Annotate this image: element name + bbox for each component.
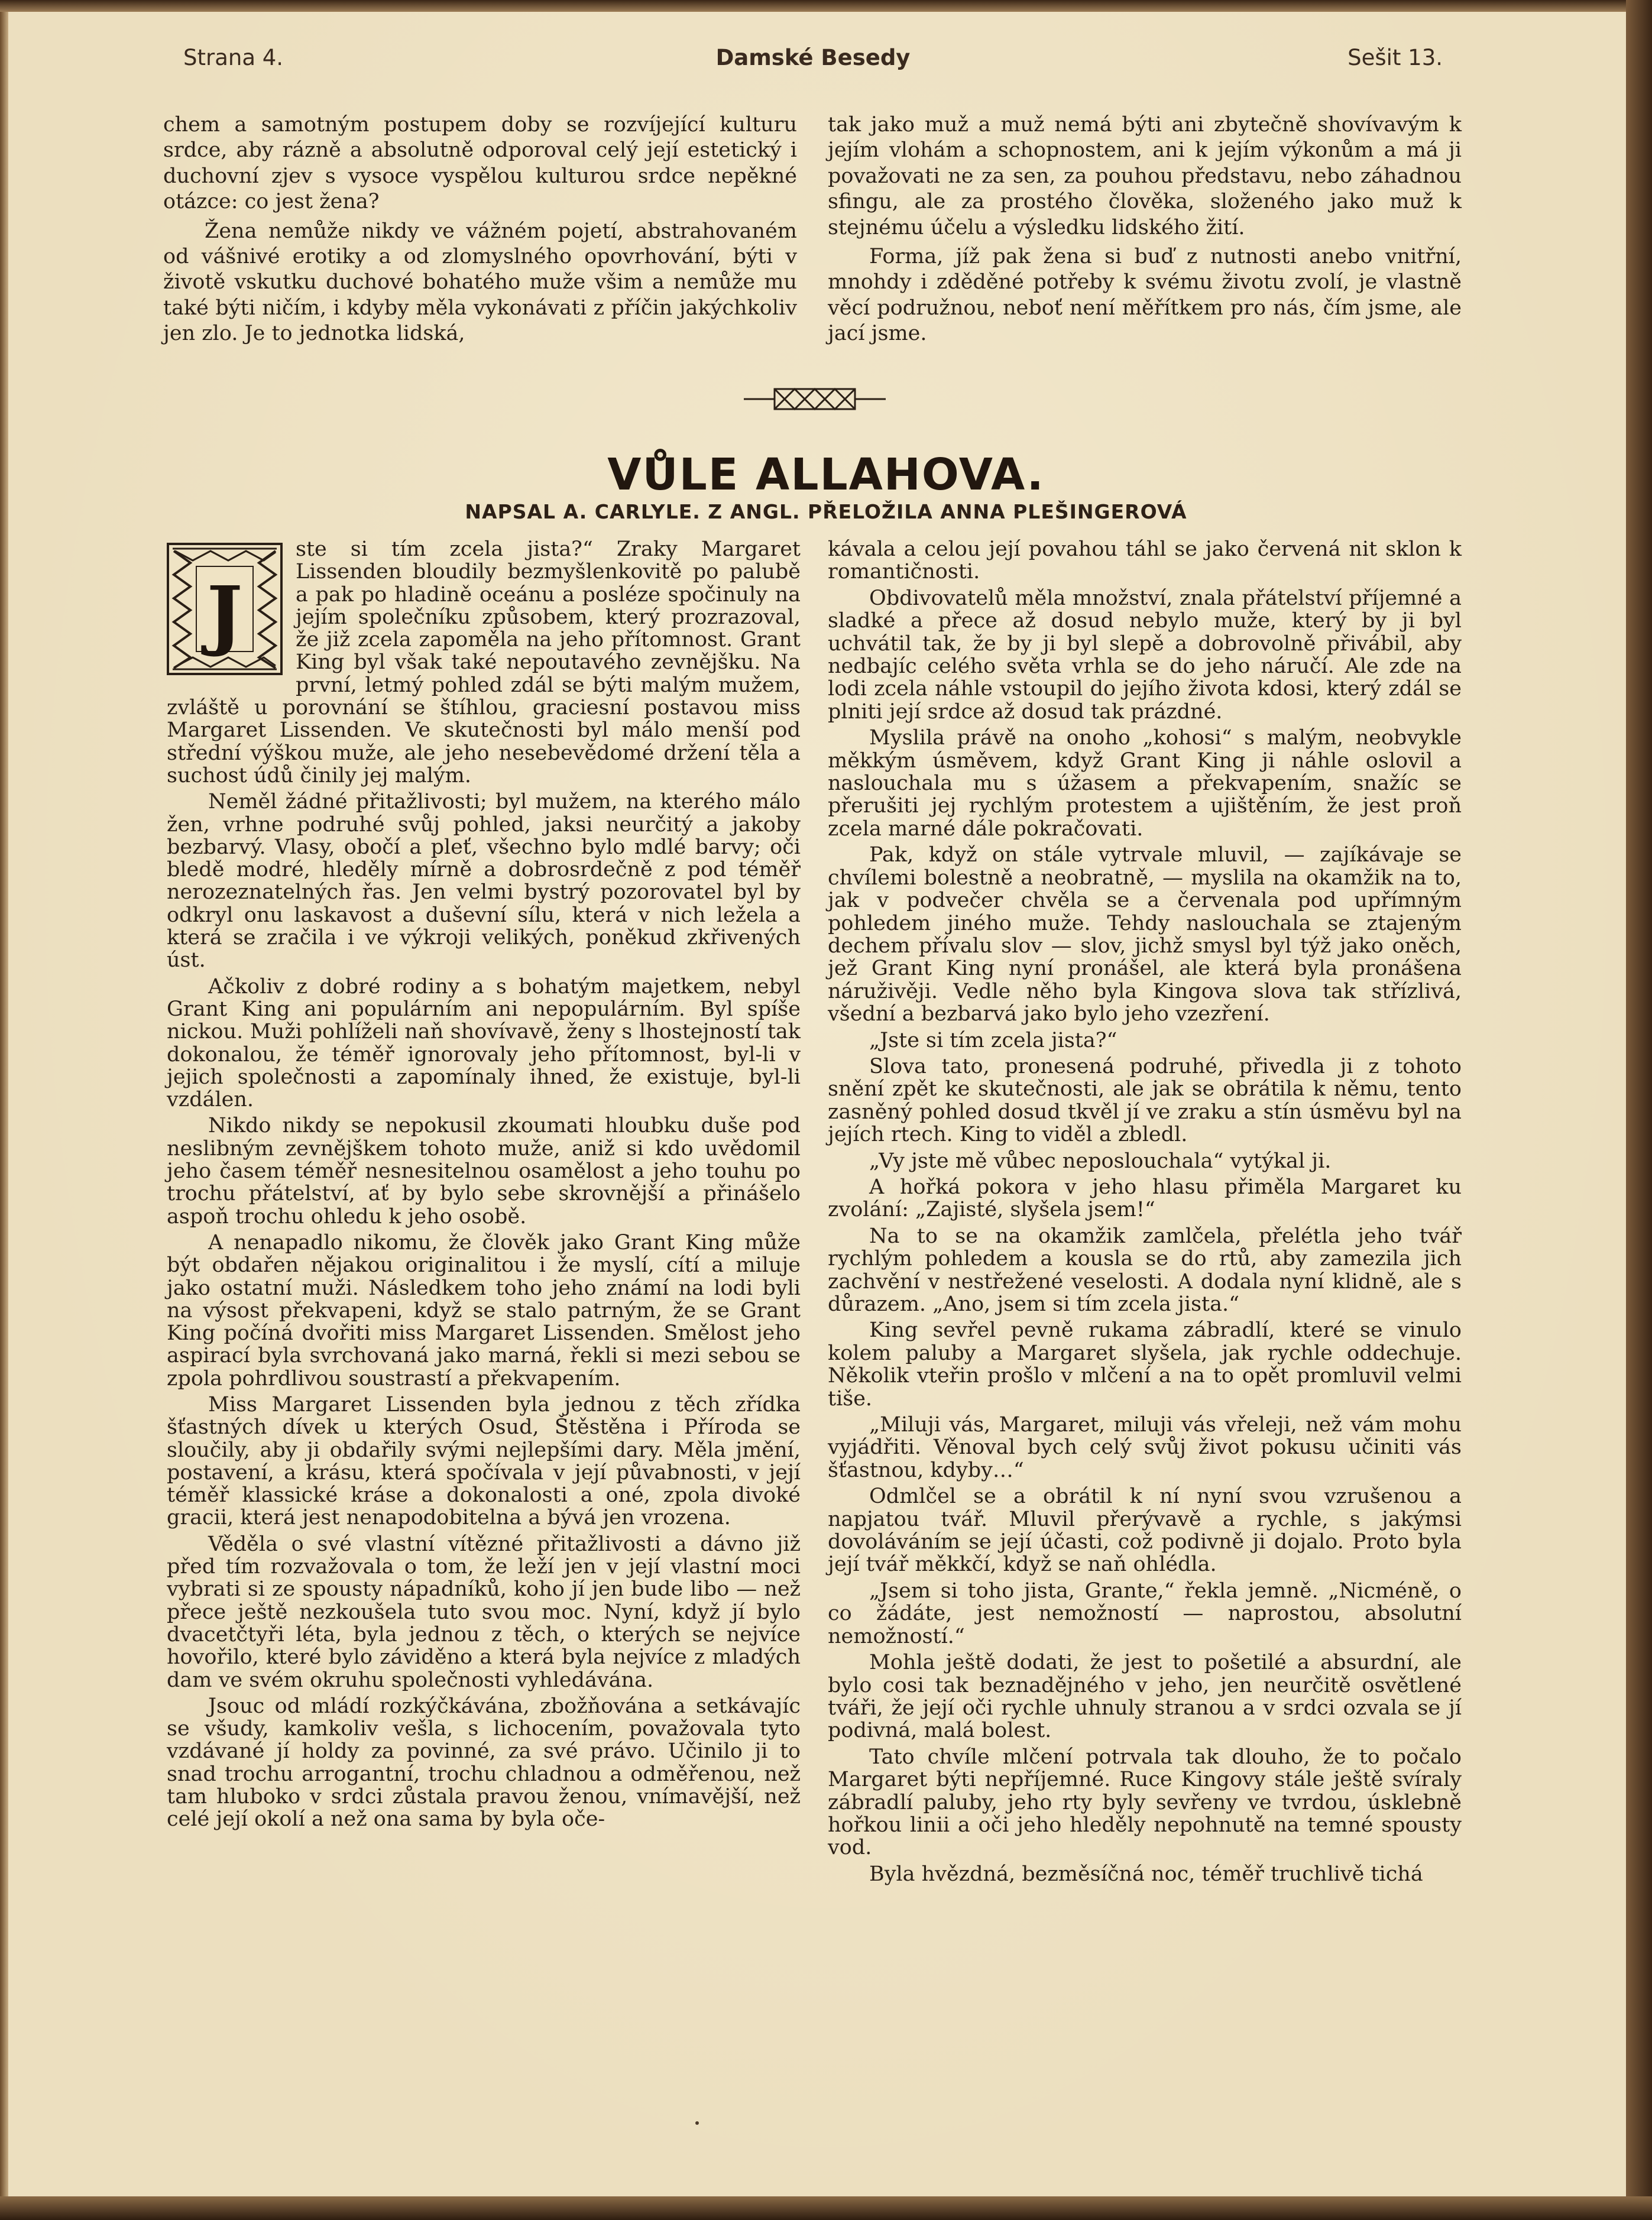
paragraph: „Jsem si toho jista, Grante,“ řekla jemně. „Nicméně, o co žádáte, jest nemožností — naprostou, absolutní nemožností.“ <box>828 1579 1462 1648</box>
paragraph: Tato chvíle mlčení potrvala tak dlouho, že to počalo Margaret býti nepříjemné. Ruce Kingovy stále ještě svíraly zábradlí paluby, jeho rty byly sevřeny ve tvrdou, úsklebně hořkou linii a oči jeho hleděly nepohnutě na temné spousty vod. <box>828 1745 1462 1860</box>
paragraph: Věděla o své vlastní vítězné přitažlivosti a dávno již před tím rozvažovala o tom, že leží jen v její vlastní moci vybrati si ze spousty nápadníků, koho jí jen bude libo — než přece ještě nezkoušela tuto svou moc. Nyní, když jí bylo dvacetčtyři léta, byla jednou z těch, o kterých se nejvíce hovořilo, které bylo záviděno a která byla nejvíce z mladých dam ve svém okruhu společnosti vyhledávána. <box>167 1532 801 1692</box>
article-title: VŮLE ALLAHOVA. <box>607 449 1045 500</box>
magazine-title: Damské Besedy <box>715 45 911 70</box>
section-divider-ornament <box>744 384 886 414</box>
article-left-column <box>167 538 801 1835</box>
paragraph: A hořká pokora v jeho hlasu přiměla Margaret ku zvolání: „Zajisté, slyšela jsem!“ <box>828 1175 1462 1222</box>
previous-article-right-column <box>828 112 1462 351</box>
paragraph: Žena nemůže nikdy ve vážném pojetí, abstrahovaném od vášnivé erotiky a od zlomyslného opovrhování, býti v životě vskutku duchové bohatého muže všim a nemůže mu také býti ničím, i kdyby měla vykonávati z příčin jakýchkoliv jen zlo. Je to jednotka lidská, <box>163 219 797 346</box>
page-number: Strana 4. <box>183 45 284 70</box>
paragraph: Obdivovatelů měla množství, znala přátelství příjemné a sladké a přece až dosud nebylo muže, který by ji byl uchvátil tak, že by ji byl slepě a dobrovolně přivábil, aby nedbajíc celého světa vrhla se do jeho náručí. Ale zde na lodi zcela náhle vstoupil do jejího života kdosi, který zdál se plniti její srdce až dosud tak prázdné. <box>828 586 1462 724</box>
first-paragraph <box>167 538 801 787</box>
paragraph: Miss Margaret Lissenden byla jednou z těch zřídka šťastných dívek u kterých Osud, Štěstěna i Příroda se sloučily, aby ji obdařily svými nejlepšími dary. Měla jmění, postavení, a krásu, která spočívala v její půvabnosti, v její téměř klassické kráse a dokonalosti a oné, zpola divoké gracii, která jest nenapodobitelna a bývá jen vrozena. <box>167 1392 801 1530</box>
drop-cap-ornament <box>167 543 283 675</box>
page-edge-right <box>1626 0 1652 2220</box>
paragraph: kávala a celou její povahou táhl se jako červená nit sklon k romantičnosti. <box>828 537 1462 584</box>
paragraph: Nikdo nikdy se nepokusil zkoumati hloubku duše pod neslibným zevnějškem tohoto muže, aniž si kdo uvědomil jeho časem téměř nesnesitelnou osamělost a jeho touhu po trochu přátelství, ať by bylo sebe skrovnější a přinášelo aspoň trochu ohledu k jeho osobě. <box>167 1114 801 1229</box>
paragraph: Byla hvězdná, bezměsíčná noc, téměř truchlivě tichá <box>869 1862 1423 1886</box>
paragraph: King sevřel pevně rukama zábradlí, které se vinulo kolem paluby a Margaret slyšela, jak rychle oddechuje. Několik vteřin prošlo v mlčení a na to opět promluvil velmi tiše. <box>828 1318 1462 1411</box>
previous-article-left-column <box>163 112 797 351</box>
paragraph: Ačkoliv z dobré rodiny a s bohatým majetkem, nebyl Grant King ani populárním ani nepopulárním. Byl spíše nickou. Muži pohlíželi naň shovívavě, ženy s lhostejností tak dokonalou, že téměř ignorovaly jeho přítomnost, byl-li v jejich společnosti a zapomínaly ihned, že existuje, byl-li vzdálen. <box>167 974 801 1112</box>
drop-cap-letter: J <box>206 571 243 659</box>
paragraph: Jsouc od mládí rozkýčkávána, zbožňována a setkávajíc se všudy, kamkoliv vešla, s lichocením, považovala tyto vzdávané jí holdy za povinné, za své právo. Učinilo ji to snad trochu arrogantní, trochu chladnou a odměřenou, než tam hluboko v srdci zůstala pravou ženou, vnímavější, než celé její okolí a než ona sama by byla oče- <box>167 1694 801 1832</box>
print-speck <box>695 2121 699 2125</box>
paragraph: Odmlčel se a obrátil k ní nyní svou vzrušenou a napjatou tvář. Mluvil přerývavě a rychle, s jakýmsi dovoláváním se její účasti, což podivně ji dojalo. Proto byla její tvář měkkčí, když se naň ohlédla. <box>828 1485 1462 1577</box>
paragraph: Forma, jíž pak žena si buď z nutnosti anebo vnitřní, mnohdy i zděděné potřeby k svému životu zvolí, je vlastně věcí podružnou, neboť není měřítkem pro nás, čím jsme, ale jací jsme. <box>828 245 1462 346</box>
paragraph: Myslila právě na onoho „kohosi“ s malým, neobvykle měkkým úsměvem, když Grant King ji náhle oslovil a naslouchala mu s úžasem a překvapením, snažíc se přerušiti jej rychlým protestem a ujištěním, že jest proň zcela marné dále pokračovati. <box>828 726 1462 841</box>
article-right-column <box>828 538 1462 1889</box>
running-header <box>183 45 1443 80</box>
page-edge-left <box>0 0 8 2220</box>
paragraph: Na to se na okamžik zamlčela, přelétla jeho tvář rychlým pohledem a kousla se do rtů, aby zamezila jich zachvění v nestřežené veselosti. A dodala nyní klidně, ale s důrazem. „Ano, jsem si tím zcela jista.“ <box>828 1224 1462 1316</box>
first-paragraph-text: ste si tím zcela jista?“ Zraky Margaret Lissenden bloudily bezmyšlenkovitě po palubě a pak po hladině oceánu a posléze spočinuly na jejím společníku způsobem, který prozrazoval, že již zcela zapoměla na jeho přítomnost. Grant King byl však také nepoutavého zevnějšku. Na první, letmý pohled zdál se býti malým mužem, zvláště u porovnání se štíhlou, graciesní postavou miss Margaret Lissenden. Ve skutečnosti byl málo menší pod střední výškou muže, ale jeho nesebevědomé držení těla a suchost údů činily jej malým. <box>167 537 801 787</box>
page-edge-bottom <box>0 2196 1652 2220</box>
paragraph: A nenapadlo nikomu, že člověk jako Grant King může být obdařen nějakou originalitou i že myslí, cítí a miluje jako ostatní muži. Následkem toho jeho známí na lodi byli na výsost překvapeni, když se stalo patrným, že se Grant King počíná dvořiti miss Margaret Lissenden. Smělost jeho aspirací byla svrchovaná jako marná, řekli si mezi sebou se zpola pohrdlivou soustrastí a překvapením. <box>167 1230 801 1391</box>
paragraph: Neměl žádné přitažlivosti; byl mužem, na kterého málo žen, vrhne podruhé svůj pohled, jaksi neurčitý a jakoby bezbarvý. Vlasy, obočí a pleť, všechno bylo mdlé barvy; oči bledě modré, hleděly mírně a dobrosrdečně z pod téměř nerozeznatelných řas. Jen velmi bystrý pozorovatel byl by odkryl onu laskavost a duševní sílu, která v nich ležela a která se zračila i ve výkroji velikých, poněkud zkřivených úst. <box>167 790 801 973</box>
paragraph: „Jste si tím zcela jista?“ <box>869 1028 1117 1052</box>
paragraph: tak jako muž a muž nemá býti ani zbytečně shovívavým k jejím vlohám a schopnostem, ani k jejím výkonům a má ji považovati ne za sen, za pouhou představu, nebo záhadnou sfingu, ale za prostého člověka, složeného jako muž k stejnému účelu a výsledku lidského žití. <box>828 113 1462 239</box>
issue-number: Sešit 13. <box>1347 45 1443 70</box>
page-edge-top <box>0 0 1652 12</box>
paragraph: Pak, když on stále vytrvale mluvil, — zajíkávaje se chvílemi bolestně a neobratně, — myslila na okamžik na to, jak v podvečer chvěla se a červenala pod upřímným pohledem jiného muže. Tehdy naslouchala se ztajeným dechem přívalu slov — slov, jichž smysl byl týž jako oněch, jež Grant King nyní pronášel, ale která byla pronášena náruživěji. Vedle něho byla Kingova slova tak střízlivá, všední a bezbarvá jako bylo jeho vzezření. <box>828 843 1462 1026</box>
paragraph: chem a samotným postupem doby se rozvíjející kulturu srdce, aby rázně a absolutně odporoval celý její estetický i duchovní zjev s vysoce vyspělou kulturou srdce nepěkné otázce: co jest žena? <box>163 113 797 214</box>
paragraph: „Miluji vás, Margaret, miluji vás vřeleji, než vám mohu vyjádřiti. Věnoval bych celý svůj život pokusu učiniti vás šťastnou, kdyby…“ <box>828 1413 1462 1482</box>
article-byline: NAPSAL A. CARLYLE. Z ANGL. PŘELOŽILA ANNA PLEŠINGEROVÁ <box>465 500 1187 523</box>
paragraph: Slova tato, pronesená podruhé, přivedla ji z tohoto snění zpět ke skutečnosti, ale jak se obrátila k němu, tento zasněný pohled dosud tkvěl jí ve zraku a stín úsměvu byl na jejích rtech. King to viděl a zbledl. <box>828 1054 1462 1147</box>
paragraph: „Vy jste mě vůbec neposlouchala“ vytýkal ji. <box>869 1149 1332 1173</box>
paragraph: Mohla ještě dodati, že jest to pošetilé a absurdní, ale bylo cosi tak beznadějného v jeho, jen neurčitě osvětlené tváři, že její oči rychle uhnuly stranou a v srdci ozvala se jí podivná, malá bolest. <box>828 1651 1462 1743</box>
